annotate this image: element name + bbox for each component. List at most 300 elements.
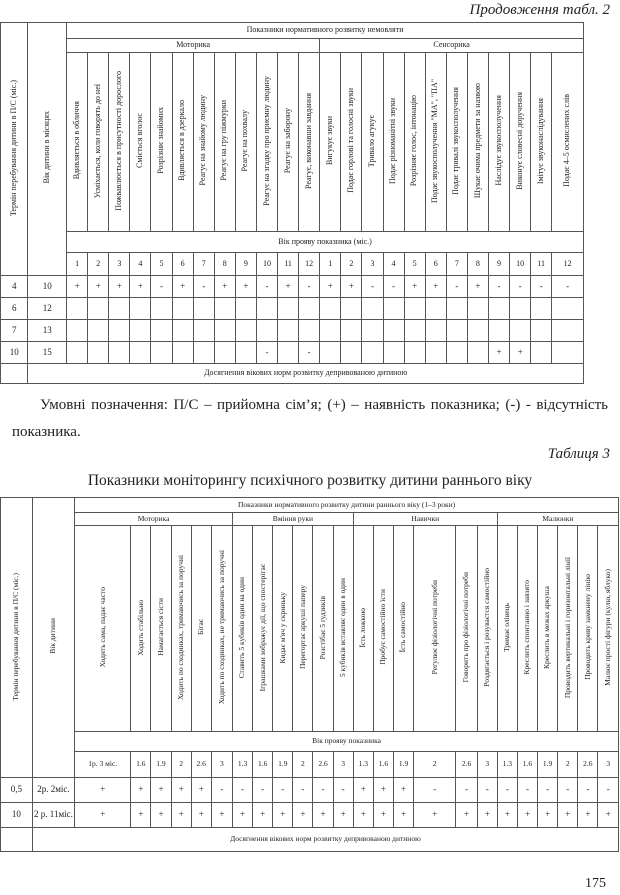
value-cell — [278, 320, 299, 342]
value-cell: + — [333, 803, 353, 828]
indicator-header — [538, 526, 558, 732]
indicator-header — [333, 526, 353, 732]
indicator-header-text: Іграшками зображує дії, що спостерігає — [257, 563, 267, 692]
indicator-header — [404, 53, 425, 232]
indicator-header-text: Вдивляється в обличчя — [71, 101, 81, 180]
indicator-header-text: Імітує звуконаслідування — [535, 97, 545, 184]
group-row — [1, 39, 584, 53]
value-cell: - — [446, 276, 467, 298]
indicator-header-text: Пробує самостійно їсти — [378, 589, 388, 666]
value-cell: - — [517, 778, 537, 803]
age-value: 6 — [172, 253, 193, 276]
indicator-header — [383, 53, 404, 232]
indicator-header-text: Виконує словесні доручення — [514, 91, 524, 190]
age-value: 1.3 — [353, 752, 373, 778]
term-cell: 10 — [1, 803, 33, 828]
age-value: 1.9 — [393, 752, 413, 778]
value-cell — [172, 342, 193, 364]
value-cell: + — [151, 803, 171, 828]
indicator-header-text: Подає 4–5 осмислених слів — [562, 94, 572, 188]
value-cell — [130, 320, 151, 342]
value-cell — [278, 298, 299, 320]
value-cell: + — [488, 342, 509, 364]
indicator-header — [446, 53, 467, 232]
age-value: 5 — [151, 253, 172, 276]
age-value: 9 — [488, 253, 509, 276]
value-cell — [278, 342, 299, 364]
value-cell — [151, 320, 172, 342]
value-cell — [320, 320, 341, 342]
value-cell — [109, 320, 130, 342]
age-value: 6 — [425, 253, 446, 276]
value-cell — [446, 342, 467, 364]
age-value: 10 — [256, 253, 277, 276]
value-cell: + — [467, 276, 488, 298]
age-value: 1 — [320, 253, 341, 276]
age-value: 3 — [333, 752, 353, 778]
age-cell: 13 — [28, 320, 67, 342]
age-value: 5 — [404, 253, 425, 276]
value-cell — [320, 342, 341, 364]
value-cell — [341, 320, 362, 342]
term-cell: 7 — [1, 320, 28, 342]
value-cell — [256, 298, 277, 320]
value-cell: + — [235, 276, 256, 298]
indicator-header-text: Ходить сама, падає часто — [97, 587, 107, 668]
value-cell: + — [414, 803, 456, 828]
indicator-header — [341, 53, 362, 232]
indicator-header — [313, 526, 333, 732]
indicator-row — [1, 53, 584, 232]
age-value: 2 — [414, 752, 456, 778]
value-cell: + — [211, 803, 232, 828]
top-header: Показники нормативного розвитку дитини раннього віку (1–3 роки) — [75, 498, 619, 513]
term-cell: 4 — [1, 276, 28, 298]
indicator-header — [256, 53, 277, 232]
value-cell — [193, 298, 214, 320]
value-cell — [172, 298, 193, 320]
value-cell — [383, 320, 404, 342]
age-value: 1.6 — [131, 752, 151, 778]
value-cell — [467, 320, 488, 342]
indicator-header-text: Реагує на похвалу — [240, 109, 250, 172]
table-row — [1, 803, 619, 828]
value-cell: - — [578, 778, 598, 803]
age-value: 4 — [383, 253, 404, 276]
value-cell — [510, 320, 531, 342]
value-cell — [404, 320, 425, 342]
value-cell — [488, 320, 509, 342]
indicator-header — [171, 526, 191, 732]
indicator-row — [1, 526, 619, 732]
indicator-header — [393, 526, 413, 732]
value-cell — [235, 298, 256, 320]
age-header-text: Вік дитини в місяцях — [41, 111, 51, 184]
indicator-header — [75, 526, 131, 732]
value-cell: + — [131, 803, 151, 828]
value-cell: - — [558, 778, 578, 803]
age-value: 4 — [130, 253, 151, 276]
value-cell: + — [538, 803, 558, 828]
value-cell — [151, 342, 172, 364]
indicator-header — [191, 526, 211, 732]
footer-text: Досягнення вікових норм розвитку депривованою дитиною — [28, 364, 584, 384]
indicator-header — [131, 526, 151, 732]
indicator-header-text: Подає тривалі звукосполучення — [451, 86, 461, 195]
indicator-header-text: Їсть ложкою — [358, 607, 368, 648]
value-cell — [299, 298, 320, 320]
value-cell — [552, 342, 584, 364]
indicator-header-text: Подає різноманітні звуки — [388, 97, 398, 184]
value-cell: - — [232, 778, 252, 803]
group-header: Моторика — [75, 513, 233, 526]
indicator-header — [109, 53, 130, 232]
footer-row — [1, 828, 619, 852]
indicator-header — [425, 53, 446, 232]
indicator-header-text: Наслідує звукосполучення — [493, 95, 503, 186]
indicator-header-text: Бігає — [196, 619, 206, 636]
value-cell: + — [273, 803, 293, 828]
value-cell: - — [456, 778, 477, 803]
value-cell: + — [510, 342, 531, 364]
indicator-header — [531, 53, 552, 232]
indicator-header — [151, 526, 171, 732]
value-cell: - — [293, 778, 313, 803]
age-value: 1.3 — [232, 752, 252, 778]
indicator-header — [67, 53, 88, 232]
age-row-label: Вік прояву показника (міс.) — [67, 232, 584, 253]
age-value: 2 — [293, 752, 313, 778]
value-cell — [446, 298, 467, 320]
value-cell: - — [256, 342, 277, 364]
value-cell — [193, 320, 214, 342]
value-cell — [362, 342, 383, 364]
age-value: 3 — [109, 253, 130, 276]
indicator-header — [373, 526, 393, 732]
indicator-header-text: Вигукує звуки — [324, 116, 334, 166]
age-value: 7 — [446, 253, 467, 276]
indicator-header-text: Кидає м'яч у скриньку — [277, 591, 287, 664]
page-number: 175 — [585, 876, 606, 891]
term-cell: 6 — [1, 298, 28, 320]
age-value: 7 — [193, 253, 214, 276]
indicator-header-text: Малює прості фігури (кулю, яблуко) — [603, 568, 613, 686]
value-cell: + — [456, 803, 477, 828]
indicator-header — [214, 53, 235, 232]
indicator-header — [456, 526, 477, 732]
indicator-header-text: Шукає очима предмети за назвою — [472, 83, 482, 199]
value-cell: - — [299, 276, 320, 298]
indicator-header-text: Подає горлові та голосні звуки — [345, 88, 355, 193]
indicator-header — [232, 526, 252, 732]
indicator-header — [414, 526, 456, 732]
value-cell: - — [333, 778, 353, 803]
value-cell: + — [353, 778, 373, 803]
value-cell — [362, 298, 383, 320]
value-cell — [531, 320, 552, 342]
value-cell — [404, 342, 425, 364]
indicator-header — [558, 526, 578, 732]
indicator-header-text: Сміється вголос — [135, 113, 145, 169]
header-row — [1, 498, 619, 513]
indicator-header — [151, 53, 172, 232]
indicator-header-text: Регулює фізіологічні потреби — [429, 580, 439, 675]
indicator-header — [88, 53, 109, 232]
indicator-header-text: Роздягається і розуваєтся самостійно — [482, 568, 492, 687]
group-header: Навички — [353, 513, 497, 526]
table-3-title: Показники моніторингу психічного розвитку дитини раннього віку — [87, 472, 533, 489]
age-value: 2.6 — [578, 752, 598, 778]
age-value: 2 — [558, 752, 578, 778]
value-cell: + — [313, 803, 333, 828]
indicator-header — [273, 526, 293, 732]
age-value: 10 — [510, 253, 531, 276]
indicator-header-text: Реагує, виконавши завдання — [303, 92, 313, 189]
group-header: Вміння руки — [232, 513, 353, 526]
value-cell: + — [131, 778, 151, 803]
table-2-infant — [0, 22, 584, 384]
value-cell: + — [88, 276, 109, 298]
value-cell — [109, 342, 130, 364]
value-cell: + — [578, 803, 598, 828]
group-header: Малюнки — [497, 513, 618, 526]
value-cell — [425, 320, 446, 342]
age-label-row — [1, 232, 584, 253]
indicator-header-text: Реагує на гру піжмурки — [219, 100, 229, 181]
value-cell — [510, 298, 531, 320]
indicator-header — [488, 53, 509, 232]
value-cell: + — [171, 803, 191, 828]
value-cell: + — [214, 276, 235, 298]
indicator-header-text: Пожвавлюється в присутності дорослого — [113, 70, 123, 211]
value-cell — [235, 342, 256, 364]
value-cell — [256, 320, 277, 342]
value-cell — [467, 342, 488, 364]
value-cell — [404, 298, 425, 320]
term-cell: 0,5 — [1, 778, 33, 803]
age-values-row — [1, 752, 619, 778]
value-cell: + — [191, 803, 211, 828]
value-cell — [341, 298, 362, 320]
value-cell: + — [425, 276, 446, 298]
age-cell: 12 — [28, 298, 67, 320]
value-cell: + — [191, 778, 211, 803]
value-cell — [109, 298, 130, 320]
value-cell: + — [353, 803, 373, 828]
legend-paragraph: Умовні позначення: П/С – прийомна сім’я; (+) – наявність показника; (-) - відсутність показника. — [12, 397, 608, 440]
value-cell: + — [109, 276, 130, 298]
age-value: 11 — [531, 253, 552, 276]
value-cell: - — [273, 778, 293, 803]
value-cell: - — [598, 778, 619, 803]
value-cell — [383, 342, 404, 364]
indicator-header — [293, 526, 313, 732]
age-value: 12 — [552, 253, 584, 276]
value-cell: + — [293, 803, 313, 828]
value-cell: + — [373, 803, 393, 828]
value-cell: + — [598, 803, 619, 828]
value-cell: + — [172, 276, 193, 298]
age-cell: 15 — [28, 342, 67, 364]
indicator-header — [299, 53, 320, 232]
value-cell: - — [253, 778, 273, 803]
value-cell: + — [320, 276, 341, 298]
age-cell: 10 — [28, 276, 67, 298]
age-value: 1.6 — [373, 752, 393, 778]
age-value: 8 — [214, 253, 235, 276]
indicator-header-text: 5 кубиків вставляє один в один — [338, 577, 348, 677]
indicator-header-text: Вдивляється в дзеркало — [177, 100, 187, 181]
age-value: 2.6 — [191, 752, 211, 778]
footer-blank — [1, 828, 33, 852]
indicator-header-text: Ходить стабільно — [135, 599, 145, 656]
age-header-text: Вік дитини — [48, 618, 58, 655]
indicator-header-text: Розстібає 5 ґудзиків — [317, 595, 327, 660]
age-label-row — [1, 732, 619, 752]
indicator-header — [552, 53, 584, 232]
indicator-header — [362, 53, 383, 232]
value-cell: + — [253, 803, 273, 828]
value-cell — [67, 298, 88, 320]
indicator-header-text: Тривало агукує — [367, 114, 377, 167]
value-cell: - — [193, 276, 214, 298]
age-value: 1.3 — [497, 752, 517, 778]
value-cell — [67, 320, 88, 342]
table-row — [1, 778, 619, 803]
value-cell — [531, 298, 552, 320]
value-cell: - — [211, 778, 232, 803]
footer-row — [1, 364, 584, 384]
indicator-header — [193, 53, 214, 232]
value-cell — [88, 320, 109, 342]
age-row-label: Вік прояву показника — [75, 732, 619, 752]
row-header-text: Термін перебування дитини в П/С (міс.) — [11, 572, 21, 701]
value-cell — [214, 298, 235, 320]
indicator-header — [253, 526, 273, 732]
value-cell: + — [517, 803, 537, 828]
value-cell: - — [497, 778, 517, 803]
indicator-header-text: Подає звукосполучення "МА", "ПА" — [430, 78, 440, 203]
value-cell: + — [558, 803, 578, 828]
indicator-header — [477, 526, 497, 732]
indicator-header-text: Проводить вертикальні і горизонтальні лінії — [562, 556, 572, 698]
value-cell — [467, 298, 488, 320]
value-cell — [193, 342, 214, 364]
value-cell — [383, 298, 404, 320]
age-value: 3 — [211, 752, 232, 778]
indicator-header-text: Розрізняє голос, інтонацію — [409, 95, 419, 187]
value-cell — [531, 342, 552, 364]
group-row — [1, 513, 619, 526]
indicator-header-text: Ставить 5 кубиків один на один — [237, 576, 247, 679]
indicator-header — [235, 53, 256, 232]
age-value: 1 — [67, 253, 88, 276]
value-cell: - — [510, 276, 531, 298]
value-cell: + — [75, 778, 131, 803]
value-cell — [235, 320, 256, 342]
indicator-header-text: Реагує на згадку про приємну людину — [261, 75, 271, 206]
indicator-header-text: Тримає олівець — [502, 602, 512, 652]
indicator-header — [172, 53, 193, 232]
age-value: 3 — [362, 253, 383, 276]
value-cell: + — [278, 276, 299, 298]
indicator-header-text: Розрізняє знайомих — [156, 107, 166, 174]
value-cell: - — [151, 276, 172, 298]
value-cell: - — [531, 276, 552, 298]
value-cell — [320, 298, 341, 320]
table-3-early-age — [0, 497, 619, 852]
header-row — [1, 23, 584, 39]
value-cell — [88, 342, 109, 364]
indicator-header — [517, 526, 537, 732]
indicator-header-text: Реагує на знайому людину — [198, 95, 208, 186]
age-value: 2 — [341, 253, 362, 276]
value-cell — [446, 320, 467, 342]
value-cell: + — [232, 803, 252, 828]
age-values-row — [1, 253, 584, 276]
table-row — [1, 276, 584, 298]
value-cell — [341, 342, 362, 364]
age-value: 2.6 — [313, 752, 333, 778]
value-cell: + — [404, 276, 425, 298]
group-header: Сенсорика — [320, 39, 584, 53]
row-header-text: Термін перебування дитини в П/С (міс.) — [8, 79, 18, 216]
value-cell: - — [488, 276, 509, 298]
age-header — [32, 498, 74, 778]
indicator-header-text: Проводить криву замкнену лінію — [582, 574, 592, 681]
indicator-header — [130, 53, 151, 232]
value-cell: + — [373, 778, 393, 803]
value-cell — [362, 320, 383, 342]
age-value: 3 — [598, 752, 619, 778]
age-value: 1р. 3 міс. — [75, 752, 131, 778]
value-cell: + — [75, 803, 131, 828]
term-cell: 10 — [1, 342, 28, 364]
value-cell — [172, 320, 193, 342]
indicator-header — [211, 526, 232, 732]
row-header — [1, 498, 33, 778]
value-cell — [151, 298, 172, 320]
age-value: 1.6 — [253, 752, 273, 778]
indicator-header-text: Перегортає аркуші паперу — [297, 585, 307, 670]
value-cell: + — [477, 803, 497, 828]
indicator-header — [467, 53, 488, 232]
value-cell — [130, 298, 151, 320]
value-cell: + — [171, 778, 191, 803]
age-header — [28, 23, 67, 276]
value-cell — [552, 298, 584, 320]
value-cell — [214, 342, 235, 364]
age-value: 11 — [278, 253, 299, 276]
indicator-header — [510, 53, 531, 232]
age-value: 1.9 — [273, 752, 293, 778]
table-row — [1, 298, 584, 320]
value-cell: - — [256, 276, 277, 298]
value-cell: - — [299, 342, 320, 364]
value-cell — [214, 320, 235, 342]
age-value: 1.9 — [151, 752, 171, 778]
value-cell: - — [538, 778, 558, 803]
indicator-header-text: Реагує на заборону — [282, 108, 292, 174]
indicator-header-text: Креслить в межах аркуша — [542, 585, 552, 669]
age-cell: 2 р. 11міс. — [32, 803, 74, 828]
indicator-header — [353, 526, 373, 732]
indicator-header — [320, 53, 341, 232]
value-cell: + — [67, 276, 88, 298]
row-header — [1, 23, 28, 276]
value-cell — [130, 342, 151, 364]
indicator-header — [598, 526, 619, 732]
